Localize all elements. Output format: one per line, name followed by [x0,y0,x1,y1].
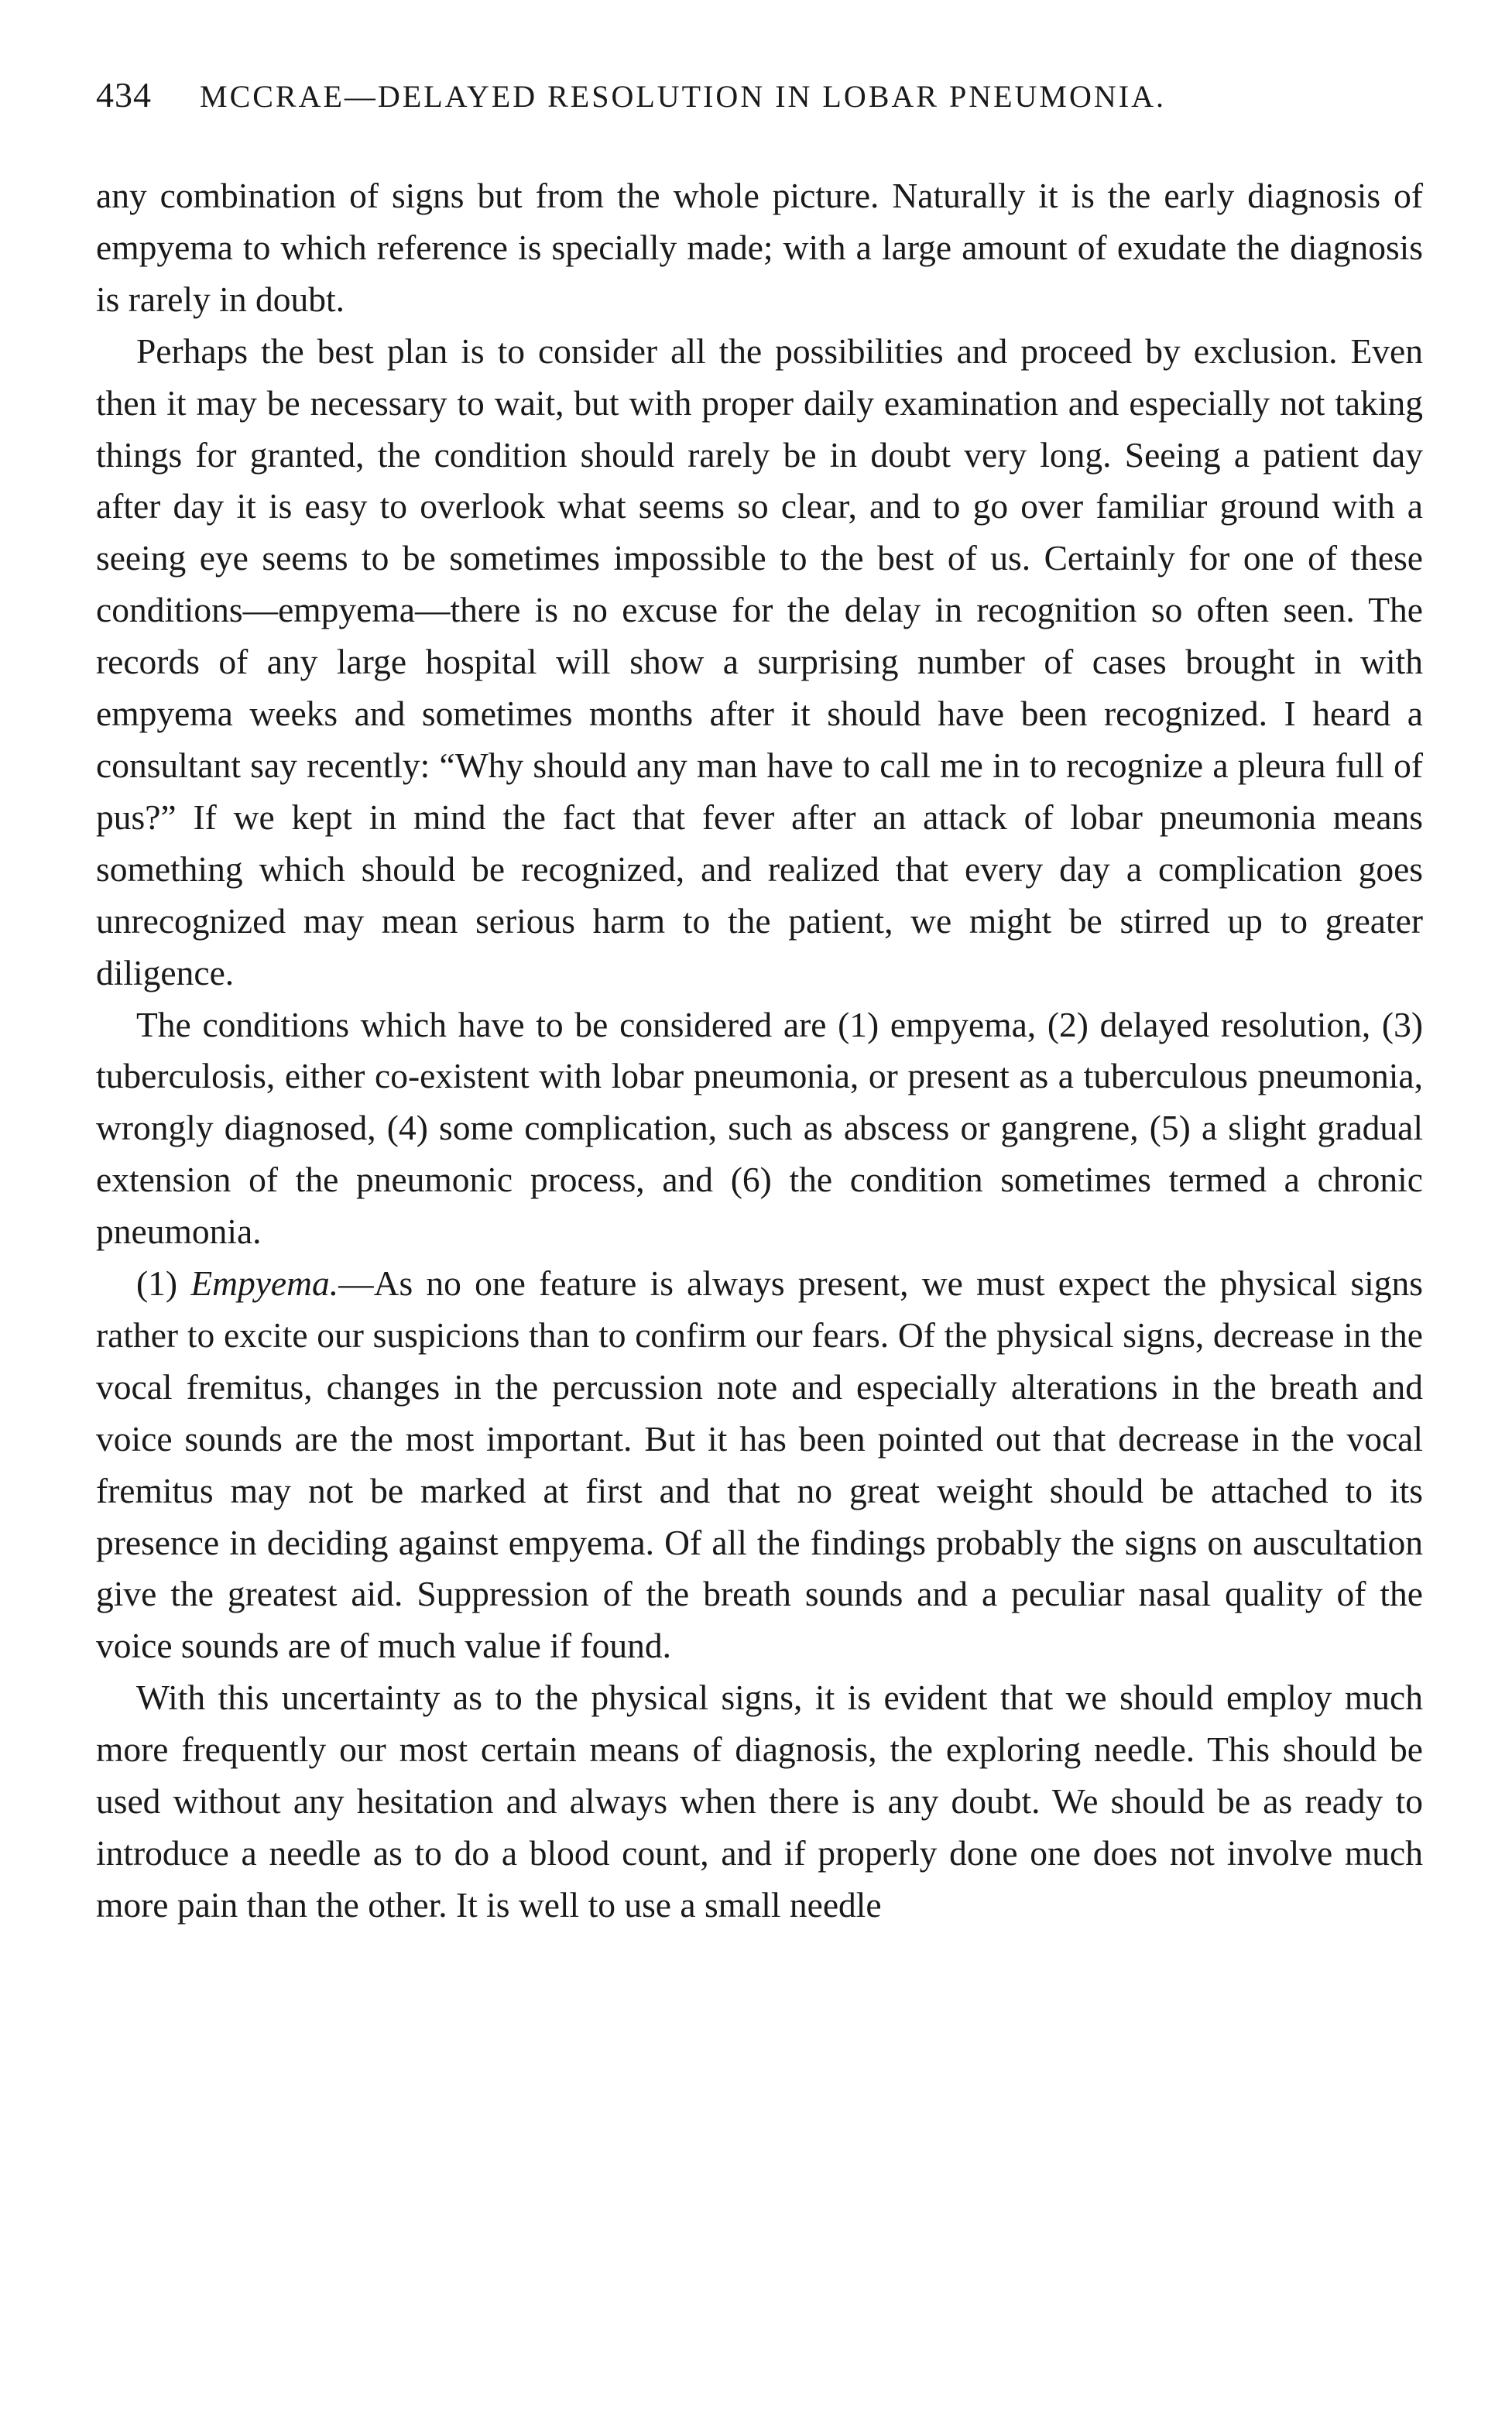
paragraph-text: The conditions which have to be considered are (1) empyema, (2) delayed resolution, (3) tuberculosis, either co-existent with lobar pneumonia, or present as a tuberculous pneumonia, wrongly diagnosed, (4) some complication, such as abscess or gangrene, (5) a slight gradual extension of the pneumonic process, and (6) the condition sometimes termed a chronic pneumonia. [96,1004,1423,1252]
running-header [96,74,1423,152]
section-number: (1) [136,1263,178,1304]
paragraph-empyema [96,1258,1423,1672]
paragraph-text: Perhaps the best plan is to consider all the possibilities and proceed by exclusion. Even then it may be necessary to wait, but with proper daily examination and especially not taking things for granted, the condition should rarely be in doubt very long. Seeing a patient day after day it is easy to overlook what seems so clear, and to go over familiar ground with a seeing eye seems to be sometimes impossible to the best of us. Certainly for one of these conditions—empyema—there is no excuse for the delay in recognition so often seen. The records of any large hospital will show a surprising number of cases brought in with empyema weeks and sometimes months after it should have been recognized. I heard a consultant say recently: “Why should any man have to call me in to recognize a pleura full of pus?” If we kept in mind the fact that fever after an attack of lobar pneumonia means something which should be recognized, and realized that every day a complication goes unrecognized may mean serious harm to the patient, we might be stirred up to greater diligence. [96,331,1423,992]
document-page [96,74,1423,1932]
paragraph-text: With this uncertainty as to the physical signs, it is evident that we should employ much more frequently our most certain means of diagnosis, the exploring needle. This should be used without any hesitation and always when there is any doubt. We should be as ready to introduce a needle as to do a blood count, and if properly done one does not involve much more pain than the other. It is well to use a small needle [96,1678,1423,1925]
paragraph-continuation [96,170,1423,326]
paragraph-text: any combination of signs but from the whole picture. Naturally it is the early diagnosis of empyema to which reference is specially made; with a large amount of exudate the diagnosis is rarely in doubt. [96,176,1423,319]
paragraph-exclusion [96,326,1423,999]
paragraph-text: —As no one feature is always present, we must expect the physical signs rather to excite our suspicions than to confirm our fears. Of the physical signs, decrease in the vocal fremitus, changes in the percussion note and especially alterations in the breath and voice sounds are the most important. But it has been pointed out that decrease in the vocal fremitus may not be marked at first and that no great weight should be attached to its presence in deciding against empyema. Of all the findings probably the signs on auscultation give the greatest aid. Suppression of the breath sounds and a peculiar nasal quality of the voice sounds are of much value if found. [96,1263,1424,1666]
running-title: MCCRAE—DELAYED RESOLUTION IN LOBAR PNEUMONIA. [200,79,1166,114]
page-number: 434 [96,75,152,115]
paragraph-conditions-list [96,999,1423,1259]
paragraph-exploring-needle [96,1672,1423,1932]
body-text [96,170,1423,1932]
section-heading: Empyema. [190,1263,339,1304]
